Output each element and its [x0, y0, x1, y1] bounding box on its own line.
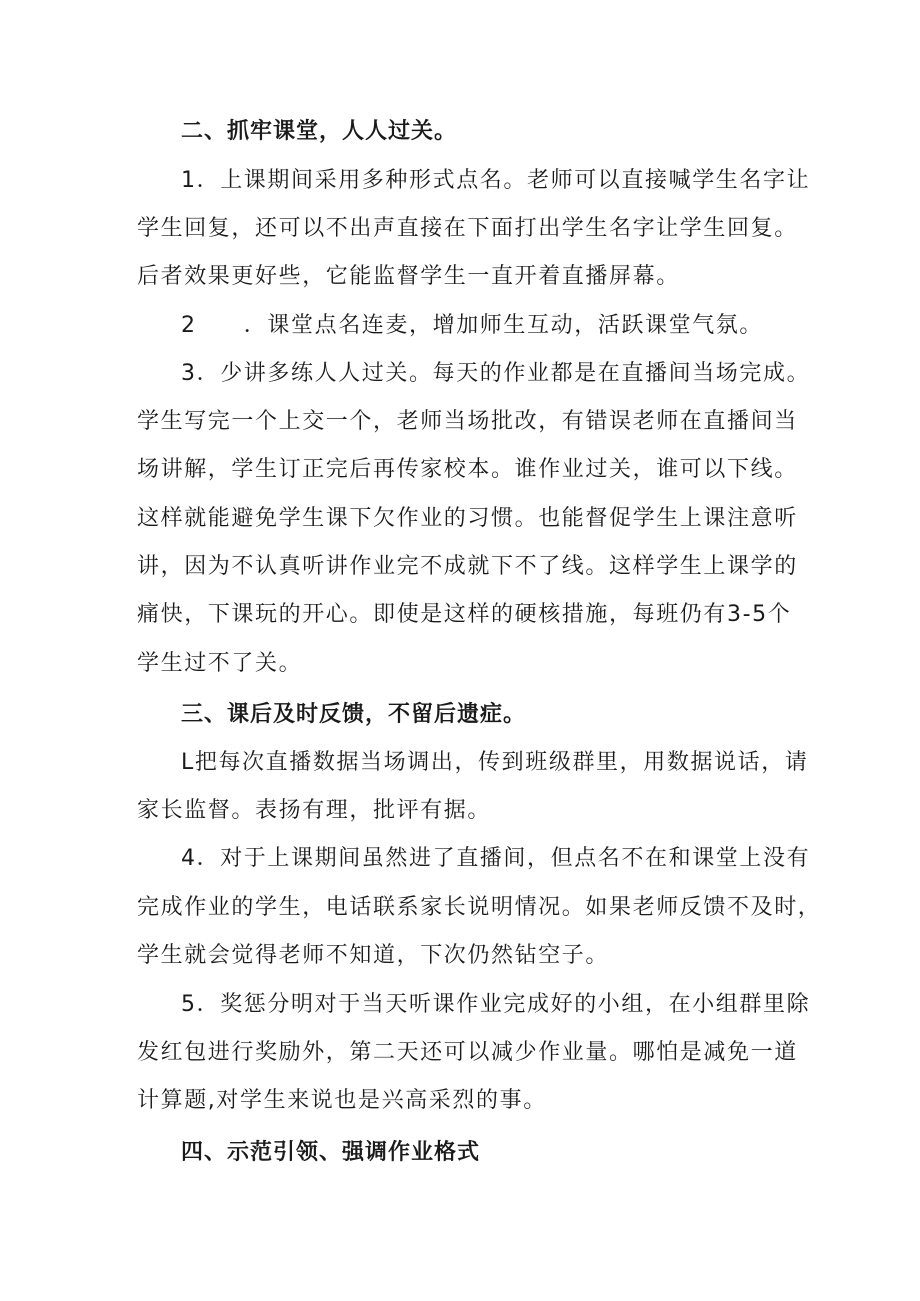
section-heading-2: 二、抓牢课堂，人人过关。 [181, 119, 458, 144]
paragraph-line: 5．奖惩分明对于当天听课作业完成好的小组，在小组群里除 [181, 992, 811, 1017]
paragraph-line: 学生就会觉得老师不知道，下次仍然钻空子。 [137, 943, 610, 968]
paragraph-line: 计算题,对学生来说也是兴高采烈的事。 [137, 1088, 547, 1113]
paragraph-line: 3．少讲多练人人过关。每天的作业都是在直播间当场完成。 [181, 361, 811, 386]
section-heading-4: 四、示范引领、强调作业格式 [181, 1140, 481, 1165]
paragraph-line: 2 ．课堂点名连麦，增加师生互动，活跃课堂气氛。 [181, 313, 763, 338]
paragraph-line: 4．对于上课期间虽然进了直播间，但点名不在和课堂上没有 [181, 846, 811, 871]
paragraph-line: 1．上课期间采用多种形式点名。老师可以直接喊学生名字让 [181, 168, 811, 193]
paragraph-line: 讲，因为不认真听讲作业完不成就下不了线。这样学生上课学的 [137, 554, 798, 579]
paragraph-line: 学生过不了关。 [137, 651, 303, 676]
paragraph-line: 场讲解，学生订正完后再传家校本。谁作业过关，谁可以下线。 [137, 457, 798, 482]
paragraph-line: 痛快，下课玩的开心。即使是这样的硬核措施，每班仍有3-5个 [137, 602, 792, 627]
paragraph-line: 这样就能避免学生课下欠作业的习惯。也能督促学生上课注意听 [137, 506, 798, 531]
paragraph-line: 学生写完一个上交一个，老师当场批改，有错误老师在直播间当 [137, 409, 798, 434]
paragraph-line: 学生回复，还可以不出声直接在下面打出学生名字让学生回复。 [137, 216, 798, 241]
paragraph-line: 后者效果更好些，它能监督学生一直开着直播屏幕。 [137, 264, 680, 289]
section-heading-3: 三、课后及时反馈，不留后遗症。 [181, 702, 527, 727]
paragraph-line: L把每次直播数据当场调出，传到班级群里，用数据说话，请 [181, 750, 809, 775]
paragraph-line: 发红包进行奖励外，第二天还可以减少作业量。哪怕是减免一道 [137, 1040, 798, 1065]
paragraph-line: 完成作业的学生，电话联系家长说明情况。如果老师反馈不及时， [137, 895, 822, 920]
paragraph-line: 家长监督。表扬有理，批评有据。 [137, 798, 492, 823]
